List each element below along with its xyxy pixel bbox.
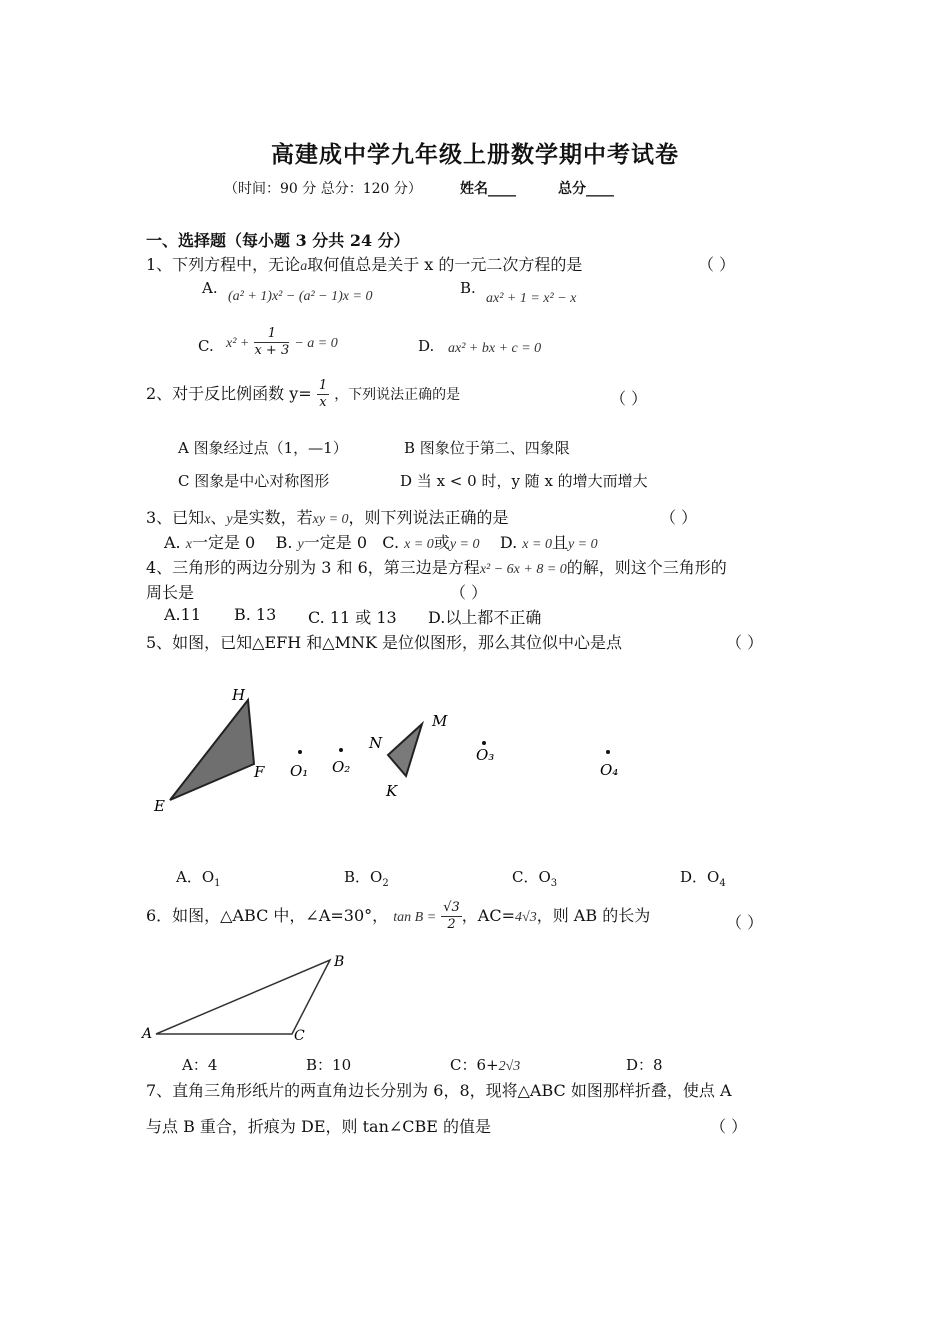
option-d: D 当 x < 0 时，y 随 x 的增大而增大 <box>400 472 648 490</box>
point-o1 <box>298 750 302 754</box>
triangle-efh <box>170 700 254 800</box>
point-o3 <box>482 741 486 745</box>
option-c: C．$O_3$ <box>512 868 558 889</box>
option-d: D：8 <box>626 1056 663 1074</box>
question-3-stem: 3、已知x、y是实数，若xy = 0，则下列说法正确的是 <box>146 508 509 527</box>
label-a: A <box>142 1026 153 1042</box>
label-c: C <box>294 1028 305 1044</box>
option-a: A.11 <box>164 605 201 624</box>
triangle-abc-figure <box>140 950 360 1045</box>
label-k: K <box>386 782 398 800</box>
answer-paren[interactable]: （ ） <box>610 389 648 408</box>
answer-paren[interactable]: （ ） <box>726 913 764 932</box>
section-heading: 一、选择题（每小题 3 分共 24 分） <box>146 231 410 250</box>
label-b: B <box>334 954 345 970</box>
label-e: E <box>154 797 165 815</box>
question-1-stem: 1、下列方程中，无论a取何值总是关于 x 的一元二次方程的是 <box>146 255 583 274</box>
option-a: A．$O_1$ <box>176 868 221 889</box>
question-5-stem: 5、如图，已知△EFH 和△MNK 是位似图形，那么其位似中心是点 <box>146 633 623 652</box>
option-b: B．$O_2$ <box>344 868 389 889</box>
option-b: B：10 <box>306 1056 352 1074</box>
question-2-stem: 2、对于反比例函数 y= $\frac{1}{x}$ ，下列说法正确的是 <box>146 378 461 410</box>
label-m: M <box>432 712 448 730</box>
option-label: B. <box>460 279 476 297</box>
option-c: C. 11 或 13 <box>308 608 397 627</box>
question-7-stem-cont: 与点 B 重合，折痕为 DE，则 tan∠CBE 的值是 <box>146 1117 492 1136</box>
option-c: C：6+2√3 <box>450 1056 521 1074</box>
question-3-options: A. x一定是 0 B. y一定是 0 C. x = 0或y = 0 D. x = 0且y = 0 <box>164 533 598 552</box>
score-field[interactable]: 总分____ <box>558 181 614 197</box>
label-o3: O₃ <box>476 746 495 764</box>
option-b: B 图象位于第二、四象限 <box>404 439 570 457</box>
exam-info: （时间：90 分 总分：120 分） <box>224 181 422 197</box>
option-a: A：4 <box>182 1056 218 1074</box>
question-4-stem: 4、三角形的两边分别为 3 和 6，第三边是方程x² − 6x + 8 = 0的解，则这个三角形的 <box>146 558 727 577</box>
point-o4 <box>606 750 610 754</box>
option-a: A 图象经过点（1，—1） <box>178 439 348 457</box>
option-d: D．$O_4$ <box>680 868 726 889</box>
triangle-mnk <box>388 724 422 776</box>
equation: x² + $\frac{1}{x + 3}$ − a = 0 <box>226 326 338 358</box>
answer-paren[interactable]: （ ） <box>710 1117 748 1136</box>
similar-triangles-figure <box>140 680 660 820</box>
label-h: H <box>232 686 246 704</box>
question-7-stem: 7、直角三角形纸片的两直角边长分别为 6，8，现将△ABC 如图那样折叠，使点 A <box>146 1081 732 1100</box>
triangle-abc <box>156 960 330 1034</box>
option-label: D. <box>418 337 435 355</box>
page-title: 高建成中学九年级上册数学期中考试卷 <box>271 141 679 168</box>
question-6-stem: 6．如图，△ABC 中，∠A=30°， tan B = $\frac{√3}{2}$ ，AC=4√3，则 AB 的长为 <box>146 900 651 932</box>
label-o1: O₁ <box>290 762 309 780</box>
label-n: N <box>369 734 383 752</box>
option-b: B. 13 <box>234 605 277 624</box>
point-o2 <box>339 748 343 752</box>
equation: (a² + 1)x² − (a² − 1)x = 0 <box>228 289 373 304</box>
answer-paren[interactable]: （ ） <box>726 633 764 652</box>
option-c: C 图象是中心对称图形 <box>178 472 330 490</box>
answer-paren[interactable]: （ ） <box>698 255 736 274</box>
label-o4: O₄ <box>600 761 619 779</box>
equation: ax² + bx + c = 0 <box>448 341 542 356</box>
name-field[interactable]: 姓名____ <box>460 181 516 197</box>
label-f: F <box>254 763 265 781</box>
answer-paren[interactable]: （ ） <box>660 508 698 527</box>
question-4-stem-cont: 周长是 <box>146 583 195 602</box>
option-label: C. <box>198 337 214 355</box>
option-d: D.以上都不正确 <box>428 608 542 627</box>
label-o2: O₂ <box>332 758 351 776</box>
equation: ax² + 1 = x² − x <box>486 291 577 306</box>
answer-paren[interactable]: （ ） <box>450 583 488 602</box>
option-label: A. <box>202 279 218 297</box>
